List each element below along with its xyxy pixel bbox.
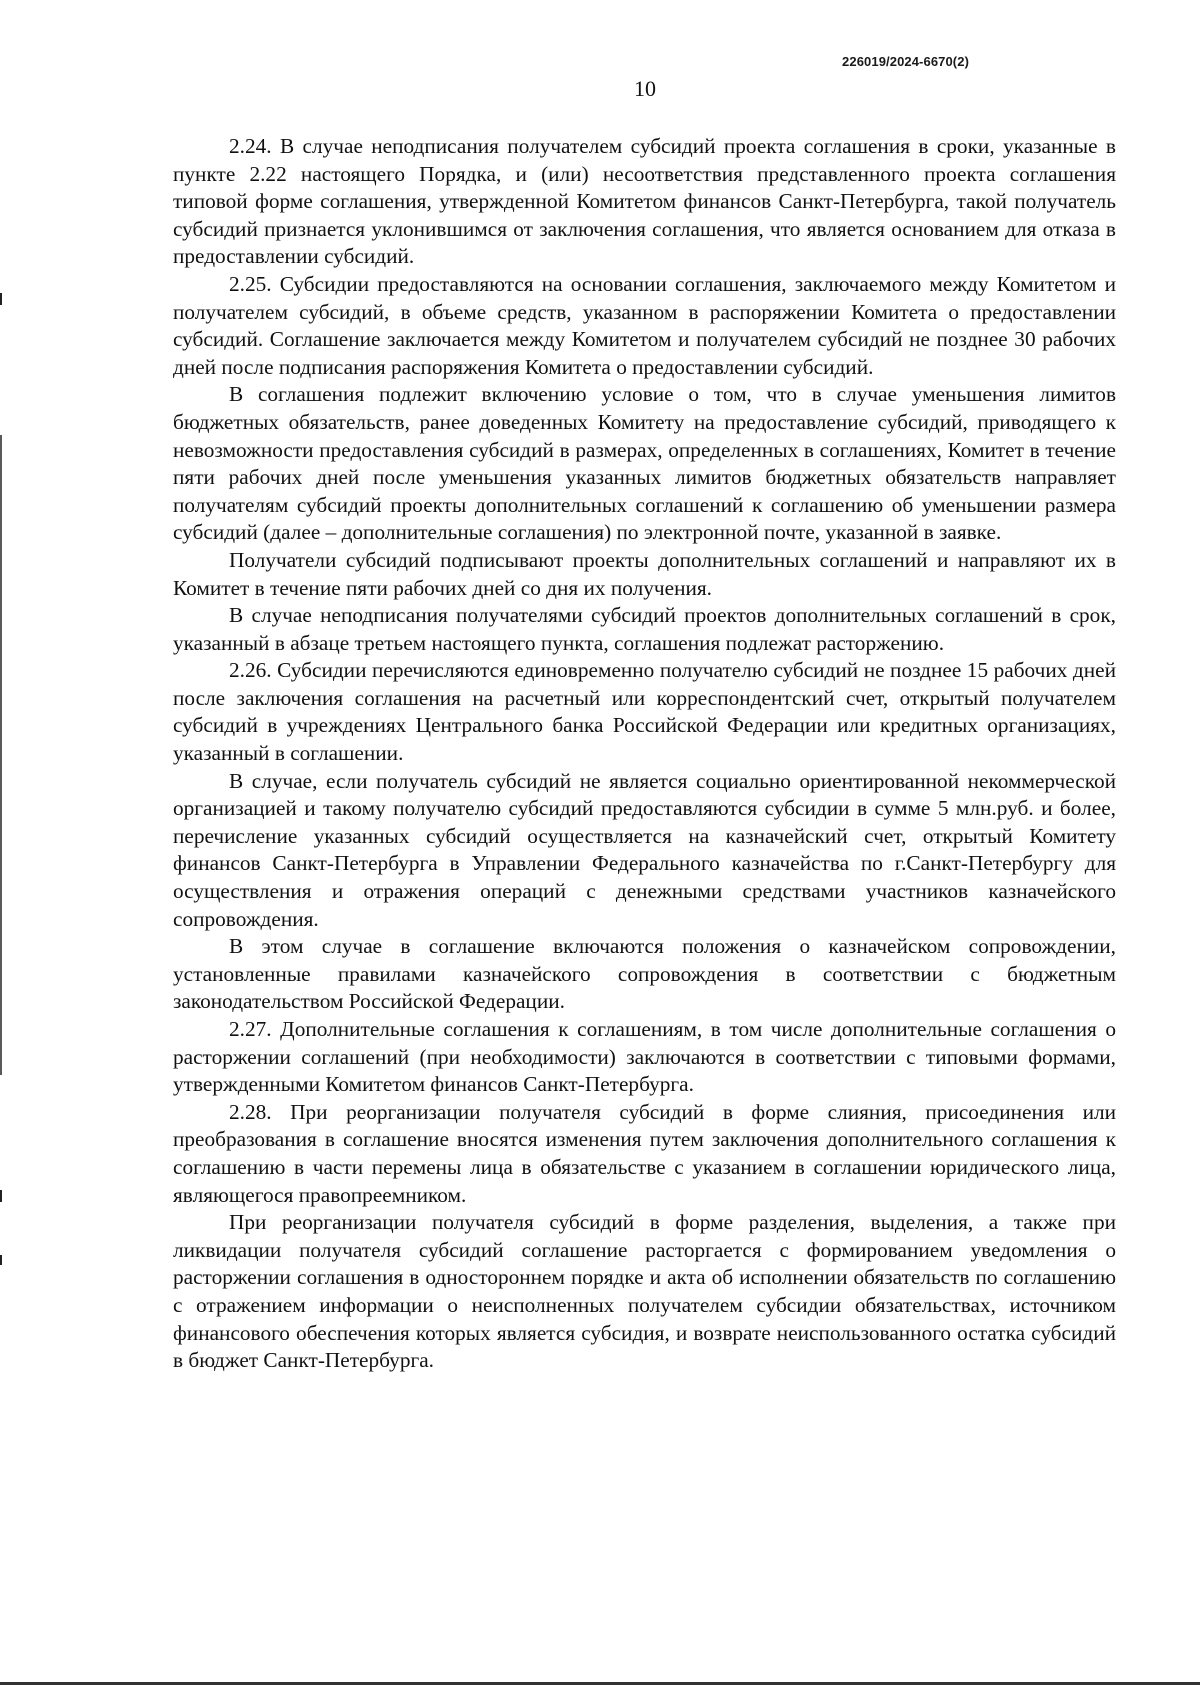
paragraph-2-26: 2.26. Субсидии перечисляются единовременно получателю субсидий не позднее 15 рабочих дней после заключения соглашения на расчетный или корреспондентский счет, открытый получателем субсидий в учреждениях Центрального банка Российской Федерации или кредитных организациях, указанный в соглашении. <box>173 658 1116 766</box>
page-number: 10 <box>634 76 656 101</box>
paragraph-2-27: 2.27. Дополнительные соглашения к соглашениям, в том числе дополнительные соглашения о расторжении соглашений (при необходимости) заключаются в соответствии с типовыми формами, утвержденными Комитетом финансов Санкт-Петербурга. <box>173 1017 1116 1097</box>
scan-mark <box>0 293 2 305</box>
paragraph-2-28-liquidation: При реорганизации получателя субсидий в форме разделения, выделения, а также при ликвидации получателя субсидий соглашение расторгается с формированием уведомления о расторжении соглашения в одностороннем порядке и акта об исполнении обязательств по соглашению с отражением информации о неисполненных получателем субсидии обязательствах, источником финансового обеспечения которых является субсидия, и возврате неиспользованного остатка субсидий в бюджет Санкт-Петербурга. <box>173 1210 1116 1373</box>
document-body <box>173 133 1116 1375</box>
paragraph-2-25-termination: В случае неподписания получателями субсидий проектов дополнительных соглашений в срок, указанный в абзаце третьем настоящего пункта, соглашения подлежат расторжению. <box>173 603 1116 655</box>
paragraph-2-25-signing: Получатели субсидий подписывают проекты дополнительных соглашений и направляют их в Комитет в течение пяти рабочих дней со дня их получения. <box>173 547 1116 600</box>
paragraph-2-25-limits: В соглашения подлежит включению условие о том, что в случае уменьшения лимитов бюджетных обязательств, ранее доведенных Комитету на предоставление субсидий, приводящего к невозможности предоставления субсидий в размерах, определенных в соглашениях, Комитет в течение пяти рабочих дней после уменьшения указанных лимитов бюджетных обязательств направляет получателям субсидий проекты дополнительных соглашений к соглашению об уменьшении размера субсидий (далее – дополнительные соглашения) по электронной почте, указанной в заявке. <box>173 382 1116 545</box>
scan-mark <box>0 1190 2 1202</box>
paragraph-2-25: 2.25. Субсидии предоставляются на основании соглашения, заключаемого между Комитетом и получателем субсидий, в объеме средств, указанном в распоряжении Комитета о предоставлении субсидий. Соглашение заключается между Комитетом и получателем субсидий не позднее 30 рабочих дней после подписания распоряжения Комитета о предоставлении субсидий. <box>173 271 1116 379</box>
paragraph-2-26-treasury-account: В случае, если получатель субсидий не является социально ориентированной некоммерческой организацией и такому получателю субсидий предоставляются субсидии в сумме 5 млн.руб. и более, перечисление указанных субсидий осуществляется на казначейский счет, открытый Комитету финансов Санкт-Петербурга в Управлении Федерального казначейства по г.Санкт-Петербургу для осуществления и отражения операций с денежными средствами участников казначейского сопровождения. <box>173 768 1116 931</box>
scan-mark <box>0 1255 2 1265</box>
page-bottom-edge <box>0 1682 1200 1685</box>
paragraph-2-26-treasury-support: В этом случае в соглашение включаются положения о казначейском сопровождении, установленные правилами казначейского сопровождения в соответствии с бюджетным законодательством Российской Федерации. <box>173 934 1116 1014</box>
paragraph-2-28: 2.28. При реорганизации получателя субсидий в форме слияния, присоединения или преобразования в соглашение вносятся изменения путем заключения дополнительного соглашения к соглашению в части перемены лица в обязательстве с указанием в соглашении юридического лица, являющегося правопреемником. <box>173 1099 1116 1207</box>
document-registration-number: 226019/2024-6670(2) <box>842 54 969 69</box>
scan-mark <box>0 435 2 1075</box>
paragraph-2-24: 2.24. В случае неподписания получателем субсидий проекта соглашения в сроки, указанные в пункте 2.22 настоящего Порядка, и (или) несоответствия представленного проекта соглашения типовой форме соглашения, утвержденной Комитетом финансов Санкт-Петербурга, такой получатель субсидий признается уклонившимся от заключения соглашения, что является основанием для отказа в предоставлении субсидий. <box>173 134 1116 269</box>
